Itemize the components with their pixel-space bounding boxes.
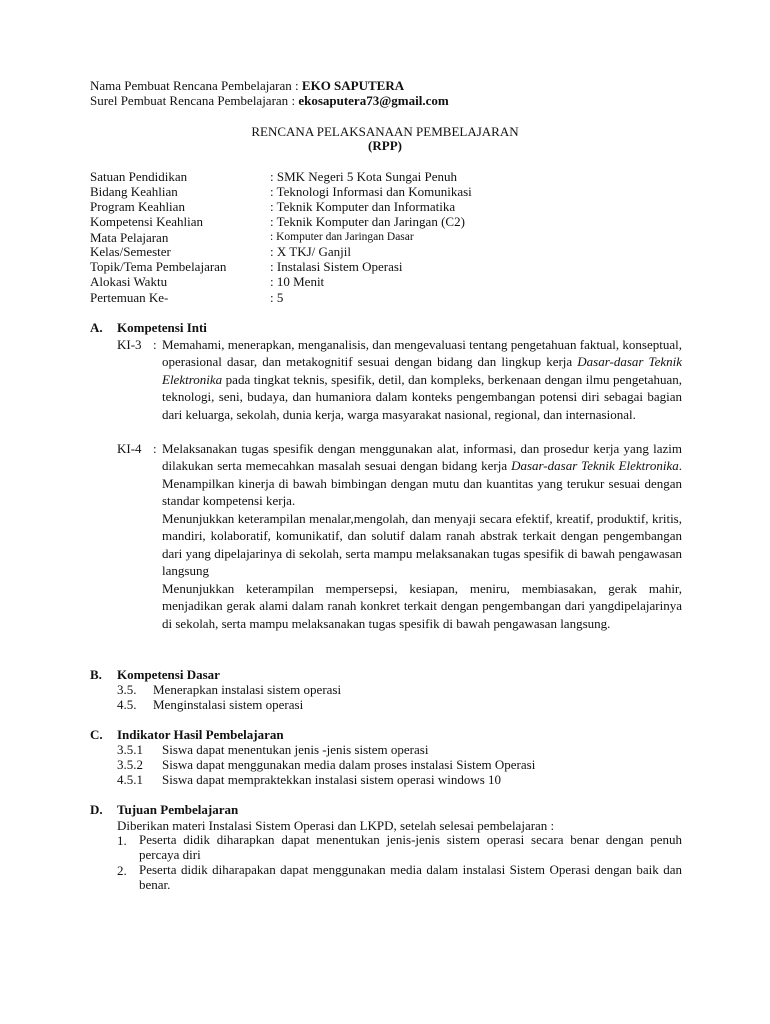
section-d-title: Tujuan Pembelajaran: [117, 802, 239, 817]
list-item-number: 4.5.: [117, 697, 137, 712]
list-item-number: 3.5.1: [117, 742, 143, 757]
list-item-number: 3.5.: [117, 682, 137, 697]
list-item: Peserta didik diharapkan dapat menentukan jenis-jenis sistem operasi secara benar dengan penuh percaya diri: [139, 832, 682, 862]
author-line: Nama Pembuat Rencana Pembelajaran : EKO SAPUTERA: [90, 78, 405, 93]
section-a-title: Kompetensi Inti: [117, 320, 207, 335]
author-label: Nama Pembuat Rencana Pembelajaran: [90, 78, 292, 93]
identity-row: Program Keahlian : Teknik Komputer dan Informatika: [90, 199, 456, 214]
list-item-number: 3.5.2: [117, 757, 143, 772]
identity-row: Kompetensi Keahlian : Teknik Komputer dan Jaringan (C2): [90, 214, 465, 229]
identity-row: Topik/Tema Pembelajaran : Instalasi Sistem Operasi: [90, 259, 403, 274]
list-item: Siswa dapat menggunakan media dalam proses instalasi Sistem Operasi: [162, 757, 536, 772]
author-value: EKO SAPUTERA: [301, 78, 405, 93]
section-c-letter: C.: [90, 727, 103, 742]
list-item-number: 2.: [117, 863, 127, 878]
identity-row: Satuan Pendidikan : SMK Negeri 5 Kota Sungai Penuh: [90, 169, 458, 184]
section-a-letter: A.: [90, 320, 103, 335]
identity-row: Kelas/Semester : X TKJ/ Ganjil: [90, 244, 352, 259]
identity-row: Mata Pelajaran : Komputer dan Jaringan Dasar: [90, 230, 414, 245]
section-b-letter: B.: [90, 667, 102, 682]
document-title: RENCANA PELAKSANAAN PEMBELAJARAN: [251, 124, 519, 139]
identity-row: Pertemuan Ke- : 5: [90, 290, 284, 305]
email-value: ekosaputera73@gmail.com: [298, 93, 449, 108]
list-item-number: 4.5.1: [117, 772, 143, 787]
section-c-title: Indikator Hasil Pembelajaran: [117, 727, 284, 742]
ki4-text: Melaksanakan tugas spesifik dengan menggunakan alat, informasi, dan prosedur kerja yang lazim dilakukan serta memecahkan masalah sesuai dengan bidang kerja Dasar-dasar Teknik Elektronika. Menampilkan kinerja di bawah bimbingan dengan mutu dan kuantitas yang terukur sesuai dengan standar kompetensi kerja.: [162, 441, 682, 509]
section-b-title: Kompetensi Dasar: [117, 667, 220, 682]
ki4-paragraph-2: Menunjukkan keterampilan menalar,mengolah, dan menyaji secara efektif, kreatif, produktif, kritis, mandiri, kolaboratif, komunikatif, dan solutif dalam ranah abstrak terkait dengan pengembangan dari yang dipelajarinya di sekolah, serta mampu melaksanakan tugas spesifik di bawah pengawasan langsung: [162, 511, 682, 579]
list-item: Siswa dapat mempraktekkan instalasi sistem operasi windows 10: [162, 772, 502, 787]
section-d-letter: D.: [90, 802, 103, 817]
list-item: Peserta didik diharapakan dapat menggunakan media dalam instalasi Sistem Operasi dengan baik dan benar.: [139, 862, 682, 892]
document-subtitle: (RPP): [368, 138, 402, 153]
document-page: Nama Pembuat Rencana Pembelajaran : EKO SAPUTERA Surel Pembuat Rencana Pembelajaran : ekosaputera73@gmail.com RENCANA PELAKSANAAN PEMBELAJARAN (RPP) Satuan Pendidikan : SMK Negeri 5 Kota Sungai Penuh Bidang Keahlian : Teknologi Informasi dan Komunikasi Program Keahlian : Teknik Komputer dan Informatika Kompetensi Keahlian : Teknik Komputer dan Jaringan (C2) Mata Pelajaran : Komputer dan Jaringan Dasar Kelas/Semester : X TKJ/ Ganjil Topik/Tema Pembelajaran : Instalasi Sistem Operasi Alokasi Waktu : 10 Menit Pertemuan Ke- : 5 A. Kompetensi Inti KI-3 : Memahami, menerapkan, menganalisis, dan mengevaluasi tentang pengetahuan faktual, konseptual, operasional dasar, dan metakognitif sesuai dengan bidang dan lingkup kerja Dasar-dasar Teknik Elektronika pada tingkat teknis, spesifik, detil, dan kompleks, berkenaan dengan ilmu pengetahuan, teknologi, seni, budaya, dan humaniora dalam konteks pengembangan potensi diri sebagai bagian dari keluarga, sekolah, dunia kerja, warga masyarakat nasional, regional, dan internasional. KI-4 : Melaksanakan tugas spesifik dengan menggunakan alat, informasi, dan prosedur kerja yang lazim dilakukan serta memecahkan masalah sesuai dengan bidang kerja Dasar-dasar Teknik Elektronika. Menampilkan kinerja di bawah bimbingan dengan mutu dan kuantitas yang terukur sesuai dengan standar kompetensi kerja. Menunjukkan keterampilan menalar,mengolah, dan menyaji secara efektif, kreatif, produktif, kritis, mandiri, kolaboratif, komunikatif, dan solutif dalam ranah abstrak terkait dengan pengembangan dari yang dipelajarinya di sekolah, serta mampu melaksanakan tugas spesifik di bawah pengawasan langsung Menunjukkan keterampilan mempersepsi, kesiapan, meniru, membiasakan, gerak mahir, menjadikan gerak alami dalam ranah konkret terkait dengan pengembangan dari yangdipelajarinya di sekolah, serta mampu melaksanakan tugas spesifik di bawah pengawasan langsung. B. Kompetensi Dasar 3.5. Menerapkan instalasi sistem operasi 4.5. Menginstalasi sistem operasi C. Indikator Hasil Pembelajaran 3.5.1 Siswa dapat menentukan jenis -jenis sistem operasi 3.5.2 Siswa dapat menggunakan media dalam proses instalasi Sistem Operasi 4.5.1 Siswa dapat mempraktekkan instalasi sistem operasi windows 10 D. Tujuan Pembelajaran Diberikan materi Instalasi Sistem Operasi dan LKPD, setelah selesai pembelajaran : 1. Peserta didik diharapkan dapat menentukan jenis-jenis sistem operasi secara benar dengan penuh percaya diri 2. Peserta didik diharapakan dapat menggunakan media dalam instalasi Sistem Operasi dengan baik dan benar.: [0, 0, 770, 1024]
section-d-intro: Diberikan materi Instalasi Sistem Operasi dan LKPD, setelah selesai pembelajaran :: [117, 818, 555, 833]
list-item: Menerapkan instalasi sistem operasi: [153, 682, 342, 697]
ki4-code: KI-4: [117, 441, 142, 456]
ki3-code: KI-3: [117, 337, 142, 352]
list-item: Menginstalasi sistem operasi: [153, 697, 304, 712]
email-line: Surel Pembuat Rencana Pembelajaran : ekosaputera73@gmail.com: [90, 93, 449, 108]
ki4-paragraph-3: Menunjukkan keterampilan mempersepsi, kesiapan, meniru, membiasakan, gerak mahir, menjadikan gerak alami dalam ranah konkret terkait dengan pengembangan dari yangdipelajarinya di sekolah, serta mampu melaksanakan tugas spesifik di bawah pengawasan langsung.: [162, 581, 682, 631]
identity-row: Alokasi Waktu : 10 Menit: [90, 274, 325, 289]
email-label: Surel Pembuat Rencana Pembelajaran: [90, 93, 289, 108]
identity-row: Bidang Keahlian : Teknologi Informasi dan Komunikasi: [90, 184, 472, 199]
list-item: Siswa dapat menentukan jenis -jenis sistem operasi: [162, 742, 429, 757]
list-item-number: 1.: [117, 833, 127, 848]
ki3-text: Memahami, menerapkan, menganalisis, dan mengevaluasi tentang pengetahuan faktual, konseptual, operasional dasar, dan metakognitif sesuai dengan bidang dan lingkup kerja Dasar-dasar Teknik Elektronika pada tingkat teknis, spesifik, detil, dan kompleks, berkenaan dengan ilmu pengetahuan, teknologi, seni, budaya, dan humaniora dalam konteks pengembangan potensi diri sebagai bagian dari keluarga, sekolah, dunia kerja, warga masyarakat nasional, regional, dan internasional.: [162, 337, 682, 422]
